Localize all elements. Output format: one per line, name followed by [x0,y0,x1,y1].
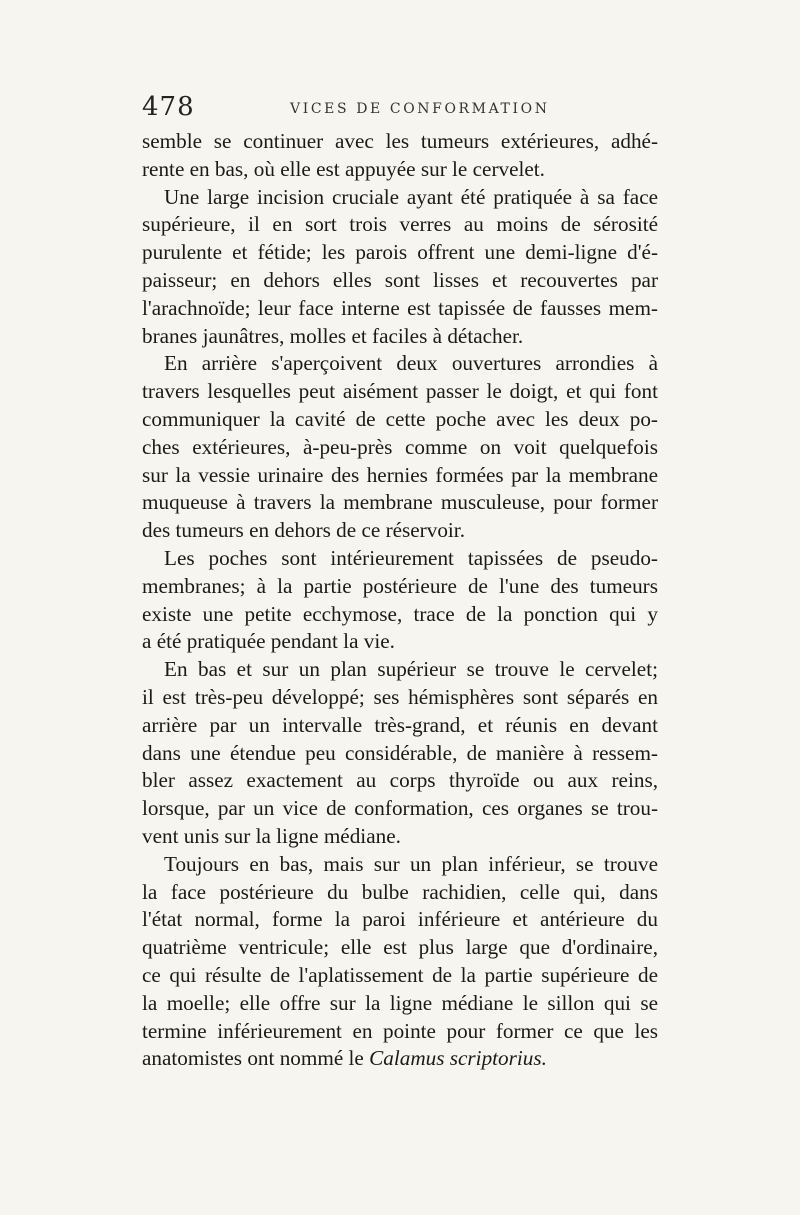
text-line: termine inférieurement en pointe pour former ce que les [142,1018,658,1043]
paragraph-first-line: Les poches sont intérieurement tapissées de pseudo- [164,545,658,570]
body-text [142,128,658,1073]
paragraph-first-line: Une large incision cruciale ayant été pratiquée à sa face [164,184,658,209]
text-line: purulente et fétide; les parois offrent une demi-ligne d'é- [142,240,658,265]
text-line: communiquer la cavité de cette poche avec les deux po- [142,406,658,431]
book-page [142,92,658,1073]
text-line: des tumeurs en dehors de ce réservoir. [142,518,465,543]
text-line: l'arachnoïde; leur face interne est tapissée de fausses mem- [142,295,658,320]
text-line: supérieure, il en sort trois verres au moins de sérosité [142,212,658,237]
paragraph-first-line: En arrière s'aperçoivent deux ouvertures arrondies à [164,351,658,376]
text-line: branes jaunâtres, molles et faciles à détacher. [142,323,524,348]
page-number: 478 [142,92,195,122]
text-line: travers lesquelles peut aisément passer le doigt, et qui font [142,379,658,404]
text-line: arrière par un intervalle très-grand, et réunis en devant [142,712,658,737]
text-line: vent unis sur la ligne médiane. [142,823,401,848]
text-line: la face postérieure du bulbe rachidien, celle qui, dans [142,879,658,904]
text-line: quatrième ventricule; elle est plus large que d'ordinaire, [142,935,658,960]
paragraph-first-line: Toujours en bas, mais sur un plan inférieur, se trouve [164,851,658,876]
text-line: sur la vessie urinaire des hernies formées par la membrane [142,462,658,487]
final-line-text: anatomistes ont nommé le [142,1046,370,1071]
page-header [142,92,658,128]
text-line: la moelle; elle offre sur la ligne médiane le sillon qui se [142,990,658,1015]
text-line: ches extérieures, à-peu-près comme on voit quelquefois [142,434,658,459]
text-line: bler assez exactement au corps thyroïde ou aux reins, [142,768,658,793]
text-line: ce qui résulte de l'aplatissement de la partie supérieure de [142,962,658,987]
text-line: muqueuse à travers la membrane musculeuse, pour former [142,490,658,515]
text-line: il est très-peu développé; ses hémisphères sont séparés en [142,684,658,709]
running-title: VICES DE CONFORMATION [290,101,550,117]
text-line: rente en bas, où elle est appuyée sur le cervelet. [142,156,545,181]
text-line: existe une petite ecchymose, trace de la ponction qui y [142,601,658,626]
text-line: dans une étendue peu considérable, de manière à ressem- [142,740,658,765]
final-text-line [142,1045,658,1073]
text-line: membranes; à la partie postérieure de l'une des tumeurs [142,573,658,598]
text-line: paisseur; en dehors elles sont lisses et recouvertes par [142,267,658,292]
text-line: a été pratiquée pendant la vie. [142,629,395,654]
text-line: l'état normal, forme la paroi inférieure et antérieure du [142,907,658,932]
text-line: semble se continuer avec les tumeurs extérieures, adhé- [142,129,658,153]
italic-term: Calamus scriptorius. [369,1046,547,1071]
text-line: lorsque, par un vice de conformation, ces organes se trou- [142,796,658,821]
paragraph-first-line: En bas et sur un plan supérieur se trouve le cervelet; [164,657,658,682]
